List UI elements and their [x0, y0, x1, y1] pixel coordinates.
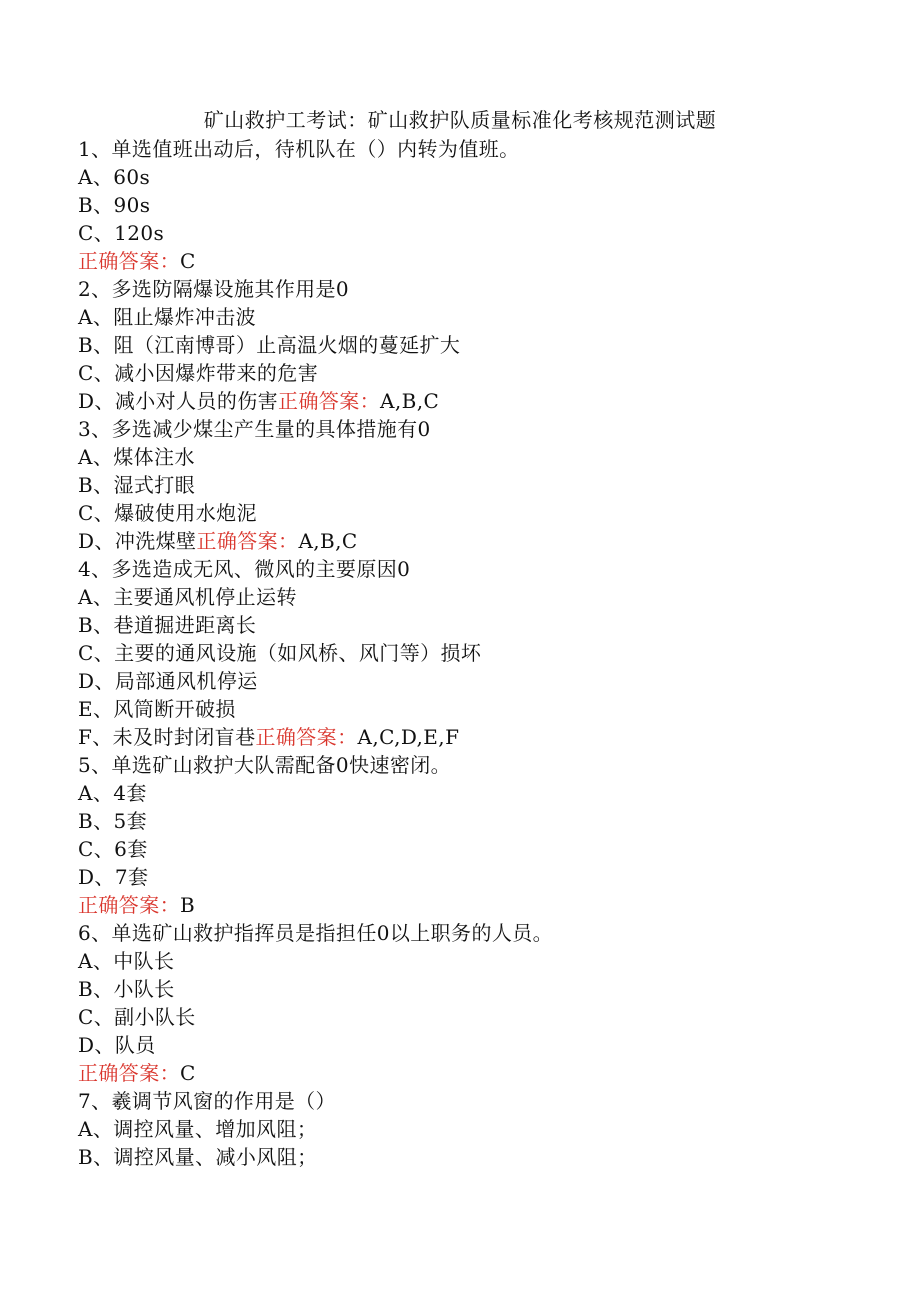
q6-answer-label: 正确答案：	[78, 1061, 180, 1085]
question-4: 4、多选造成无风、微风的主要原因0	[78, 557, 411, 581]
q3-answer-value: A,B,C	[298, 529, 358, 553]
q5-option-a: A、4套	[78, 781, 147, 805]
q4-option-e: E、风筒断开破损	[78, 697, 236, 721]
q7-option-a: A、调控风量、增加风阻；	[78, 1117, 318, 1141]
q1-option-b: B、90s	[78, 193, 151, 217]
q4-option-f: F、未及时封闭盲巷	[78, 725, 256, 749]
q1-answer	[78, 247, 878, 275]
q6-option-d: D、队员	[78, 1033, 156, 1057]
q6-option-b: B、小队长	[78, 977, 175, 1001]
q2-answer-label: 正确答案：	[278, 389, 381, 413]
q5-answer	[78, 891, 878, 919]
q6-answer	[78, 1059, 878, 1087]
q4-option-d: D、局部通风机停运	[78, 669, 258, 693]
q1-option-a: A、60s	[78, 165, 151, 189]
q3-answer-label: 正确答案：	[196, 529, 299, 553]
question-list	[78, 135, 878, 1171]
q4-answer-value: A,C,D,E,F	[357, 725, 460, 749]
q2-option-b: B、阻（江南博哥）止高温火烟的蔓延扩大	[78, 333, 461, 357]
q5-option-c: C、6套	[78, 837, 148, 861]
q2-option-d: D、减小对人员的伤害	[78, 389, 279, 413]
q4-option-a: A、主要通风机停止运转	[78, 585, 297, 609]
question-2: 2、多选防隔爆设施其作用是0	[78, 277, 350, 301]
q3-option-a: A、煤体注水	[78, 445, 195, 469]
q5-answer-label: 正确答案：	[78, 893, 180, 917]
question-7: 7、羲调节风窗的作用是（）	[78, 1089, 336, 1113]
question-5: 5、单选矿山救护大队需配备0快速密闭。	[78, 753, 452, 777]
q6-option-a: A、中队长	[78, 949, 175, 973]
q1-answer-label: 正确答案：	[78, 249, 180, 273]
q3-option-d: D、冲洗煤壁	[78, 529, 197, 553]
q1-option-c: C、120s	[78, 221, 165, 245]
q6-answer-value: C	[180, 1061, 196, 1085]
q5-answer-value: B	[180, 893, 196, 917]
page-title: 矿山救护工考试：矿山救护队质量标准化考核规范测试题	[203, 108, 717, 132]
q2-option-a: A、阻止爆炸冲击波	[78, 305, 257, 329]
q4-answer-label: 正确答案：	[255, 725, 358, 749]
q2-option-c: C、减小因爆炸带来的危害	[78, 361, 319, 385]
q2-answer-value: A,B,C	[380, 389, 440, 413]
question-6: 6、单选矿山救护指挥员是指担任0以上职务的人员。	[78, 921, 554, 945]
q3-option-d-with-answer	[78, 527, 878, 555]
q5-option-b: B、5套	[78, 809, 148, 833]
q6-option-c: C、副小队长	[78, 1005, 196, 1029]
question-3: 3、多选减少煤尘产生量的具体措施有0	[78, 417, 431, 441]
q4-option-b: B、巷道掘进距离长	[78, 613, 257, 637]
q2-option-d-with-answer	[78, 387, 878, 415]
q4-option-f-with-answer	[78, 723, 878, 751]
q1-answer-value: C	[180, 249, 196, 273]
question-1: 1、单选值班出动后，待机队在（）内转为值班。	[78, 137, 520, 161]
q4-option-c: C、主要的通风设施（如风桥、风门等）损坏	[78, 641, 482, 665]
q5-option-d: D、7套	[78, 865, 149, 889]
q3-option-c: C、爆破使用水炮泥	[78, 501, 257, 525]
q3-option-b: B、湿式打眼	[78, 473, 196, 497]
q7-option-b: B、调控风量、减小风阻；	[78, 1145, 318, 1169]
